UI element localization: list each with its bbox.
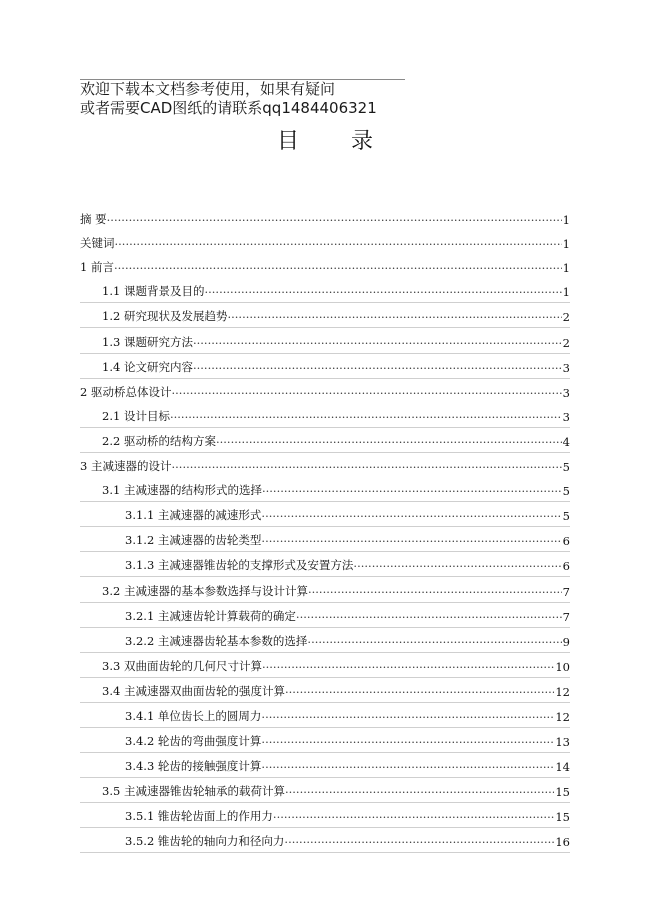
toc-entry-page: 12 (555, 684, 570, 699)
toc-leader-dots (296, 610, 562, 627)
toc-entry-label: 1.4 论文研究内容 (102, 359, 193, 374)
toc-entry[interactable] (80, 678, 570, 703)
toc-leader-dots (114, 261, 562, 278)
toc-entry-page: 3 (562, 409, 570, 424)
toc-leader-dots (273, 810, 554, 827)
toc-entry-label: 2 驱动桥总体设计 (80, 384, 172, 399)
toc-entry[interactable] (80, 403, 570, 428)
toc-leader-dots (308, 585, 562, 602)
toc-entry-page: 10 (555, 659, 570, 674)
toc-entry[interactable] (80, 230, 570, 254)
toc-entry-label: 3.4.3 轮齿的接触强度计算 (125, 759, 262, 774)
toc-leader-dots (353, 559, 561, 576)
toc-leader-dots (261, 735, 554, 752)
toc-leader-dots (307, 635, 561, 652)
toc-entry[interactable] (80, 828, 570, 853)
toc-entry[interactable] (80, 328, 570, 353)
toc-entry-label: 3.4 主减速器双曲面齿轮的强度计算 (102, 683, 285, 698)
toc-entry[interactable] (80, 728, 570, 753)
toc-entry-page: 2 (562, 310, 570, 325)
toc-entry[interactable] (80, 527, 570, 552)
toc-entry-label: 1.3 课题研究方法 (102, 334, 193, 349)
toc-entry-label: 3.3 双曲面齿轮的几何尺寸计算 (102, 658, 262, 673)
toc-entry[interactable] (80, 428, 570, 453)
toc-entry[interactable] (80, 778, 570, 803)
toc-entry-page: 1 (562, 261, 570, 276)
toc-leader-dots (204, 285, 561, 302)
toc-leader-dots (262, 484, 562, 501)
toc-entry-page: 13 (555, 735, 570, 750)
toc-leader-dots (262, 660, 554, 677)
table-of-contents (80, 206, 570, 853)
toc-entry-page: 15 (555, 810, 570, 825)
toc-entry[interactable] (80, 803, 570, 828)
toc-entry-page: 14 (555, 760, 570, 775)
toc-entry[interactable] (80, 477, 570, 502)
toc-leader-dots (261, 534, 561, 551)
toc-entry[interactable] (80, 653, 570, 678)
toc-entry-label: 3.1.1 主减速器的减速形式 (125, 508, 262, 523)
toc-leader-dots (227, 310, 561, 327)
toc-leader-dots (107, 213, 562, 230)
toc-leader-dots (261, 710, 554, 727)
toc-entry[interactable] (80, 753, 570, 778)
toc-leader-dots (261, 760, 554, 777)
toc-entry-label: 3.1.3 主减速器锥齿轮的支撑形式及安置方法 (125, 558, 354, 573)
toc-entry-label: 1.2 研究现状及发展趋势 (102, 309, 228, 324)
toc-entry-label: 1 前言 (80, 260, 114, 275)
toc-entry[interactable] (80, 628, 570, 653)
toc-entry-page: 16 (555, 835, 570, 850)
toc-leader-dots (115, 237, 562, 254)
toc-entry[interactable] (80, 603, 570, 628)
toc-entry-page: 2 (562, 335, 570, 350)
notice-line-2: 或者需要CAD图纸的请联系qq1484406321 (80, 99, 377, 117)
toc-entry-page: 1 (562, 237, 570, 252)
toc-entry[interactable] (80, 303, 570, 328)
toc-entry-page: 7 (562, 609, 570, 624)
toc-leader-dots (285, 785, 554, 802)
toc-entry-label: 3.1 主减速器的结构形式的选择 (102, 483, 262, 498)
toc-entry-label: 1.1 课题背景及目的 (102, 284, 205, 299)
toc-entry-label: 关键词 (80, 236, 115, 251)
toc-entry-page: 3 (562, 360, 570, 375)
toc-entry-label: 3.2 主减速器的基本参数选择与设计计算 (102, 583, 308, 598)
toc-leader-dots (261, 509, 561, 526)
toc-entry-page: 3 (562, 385, 570, 400)
toc-entry-page: 5 (562, 460, 570, 475)
toc-entry[interactable] (80, 577, 570, 602)
toc-entry-page: 12 (555, 709, 570, 724)
toc-entry-label: 3.5.1 锥齿轮齿面上的作用力 (125, 809, 273, 824)
toc-entry-page: 7 (562, 584, 570, 599)
toc-entry-page: 1 (562, 213, 570, 228)
toc-entry-label: 3 主减速器的设计 (80, 459, 172, 474)
toc-entry-label: 摘 要 (80, 212, 107, 227)
toc-entry-label: 3.4.2 轮齿的弯曲强度计算 (125, 734, 262, 749)
toc-entry-page: 6 (562, 559, 570, 574)
toc-entry-label: 3.2.2 主减速器齿轮基本参数的选择 (125, 633, 308, 648)
toc-leader-dots (216, 435, 562, 452)
toc-leader-dots (171, 386, 561, 403)
toc-entry[interactable] (80, 254, 570, 278)
toc-entry-page: 5 (562, 484, 570, 499)
toc-leader-dots (285, 685, 554, 702)
toc-entry-page: 15 (555, 785, 570, 800)
toc-leader-dots (284, 835, 554, 852)
toc-entry-label: 3.5.2 锥齿轮的轴向力和径向力 (125, 834, 285, 849)
toc-entry-label: 3.1.2 主减速器的齿轮类型 (125, 533, 262, 548)
toc-title: 目录 (276, 129, 425, 154)
toc-entry[interactable] (80, 552, 570, 577)
toc-entry-label: 3.5 主减速器锥齿轮轴承的载荷计算 (102, 784, 285, 799)
toc-leader-dots (171, 460, 561, 477)
toc-entry-page: 4 (562, 434, 570, 449)
toc-leader-dots (170, 410, 562, 427)
toc-entry-page: 5 (562, 509, 570, 524)
toc-entry[interactable] (80, 453, 570, 477)
download-notice (80, 80, 410, 118)
toc-entry-label: 2.1 设计目标 (102, 408, 170, 423)
toc-entry[interactable] (80, 278, 570, 303)
toc-entry-page: 9 (562, 634, 570, 649)
toc-entry-page: 6 (562, 534, 570, 549)
toc-entry-label: 3.2.1 主减速齿轮计算载荷的确定 (125, 608, 296, 623)
toc-entry-label: 2.2 驱动桥的结构方案 (102, 433, 216, 448)
toc-entry[interactable] (80, 354, 570, 379)
toc-entry-page: 1 (562, 285, 570, 300)
toc-entry[interactable] (80, 206, 570, 230)
toc-entry[interactable] (80, 502, 570, 527)
toc-entry[interactable] (80, 379, 570, 403)
toc-leader-dots (193, 361, 562, 378)
toc-entry[interactable] (80, 703, 570, 728)
toc-entry-label: 3.4.1 单位齿长上的圆周力 (125, 708, 262, 723)
toc-leader-dots (193, 336, 562, 353)
notice-line-1: 欢迎下载本文档参考使用，如果有疑问 (80, 80, 336, 98)
